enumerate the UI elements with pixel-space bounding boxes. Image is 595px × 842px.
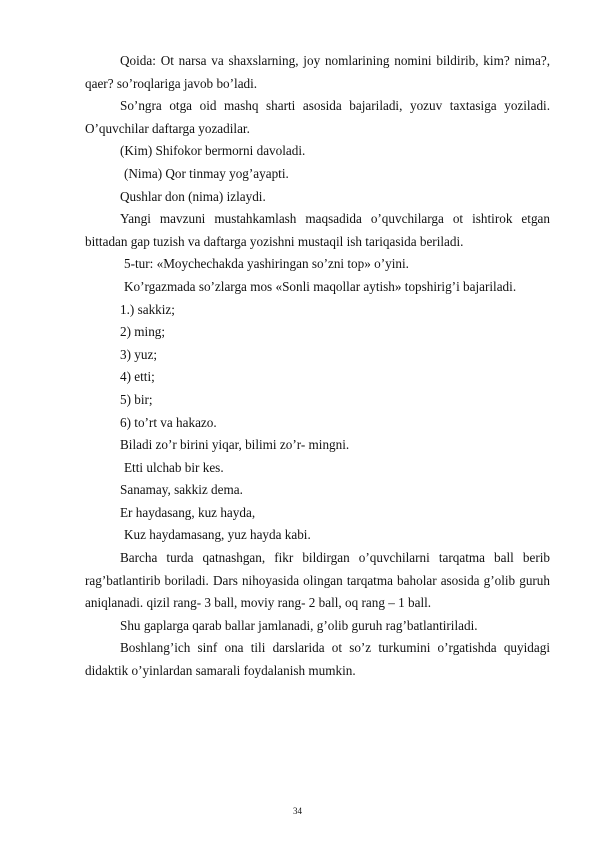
proverb: Sanamay, sakkiz dema. [120,482,243,498]
example-sentence: Qushlar don (nima) izlaydi. [120,188,266,204]
list-item: 5) bir; [120,391,153,407]
list-item: 3) yuz; [120,346,157,362]
proverb: Er haydasang, kuz hayda, [120,504,256,520]
example-sentence: (Nima) Qor tinmay yog’ayapti. [124,165,289,181]
game-round-title: 5-tur: «Moychechakda yashiringan so’zni top» o’yini. [124,256,409,272]
exercise-paragraph: So’ngra otga oid mashq sharti asosida bajariladi, yozuv taxtasiga yoziladi. O’quvchilar daftarga yozadilar. [85,98,550,136]
proverb: Etti ulchab bir kes. [124,459,224,475]
conclusion-paragraph: Boshlang’ich sinf ona tili darslarida ot so’z turkumini o’rgatishda quyidagi didaktik o’yinlardan samarali foydalanish mumkin. [85,640,550,679]
example-sentence: (Kim) Shifokor bermorni davoladi. [120,143,306,159]
scoring-paragraph: Barcha turda qatnashgan, fikr bildirgan o’quvchilarni tarqatma ball berib rag’batlantirib boriladi. Dars nihoyasida olingan tarqatma baholar asosida g’olib guruh aniqlanadi. qizil rang- 3 ball, moviy rang- 2 ball, oq rang – 1 ball. [85,550,550,611]
page-number: 34 [293,806,302,816]
list-item: 2) ming; [120,324,166,340]
list-item: 1.) sakkiz; [120,301,175,317]
task-paragraph: Yangi mavzuni mustahkamlash maqsadida o’quvchilarga ot ishtirok etgan bittadan gap tuzish va daftarga yozishni mustaqil ish tariqasida beriladi. [85,211,550,249]
rule-paragraph: Qoida: Ot narsa va shaxslarning, joy nomlarining nomini bildirib, kim? nima?, qaer? so’roqlariga javob bo’ladi. [85,53,550,91]
list-item: 6) to’rt va hakazo. [120,414,217,430]
document-body [85,50,550,683]
list-item: 4) etti; [120,369,155,385]
task-paragraph: Ko’rgazmada so’zlarga mos «Sonli maqollar aytish» topshirig’i bajariladi. [124,278,517,294]
summary-paragraph: Shu gaplarga qarab ballar jamlanadi, g’olib guruh rag’batlantiriladi. [120,617,478,633]
proverb: Biladi zo’r birini yiqar, bilimi zo’r- mingni. [120,437,350,453]
proverb: Kuz haydamasang, yuz hayda kabi. [124,527,311,543]
